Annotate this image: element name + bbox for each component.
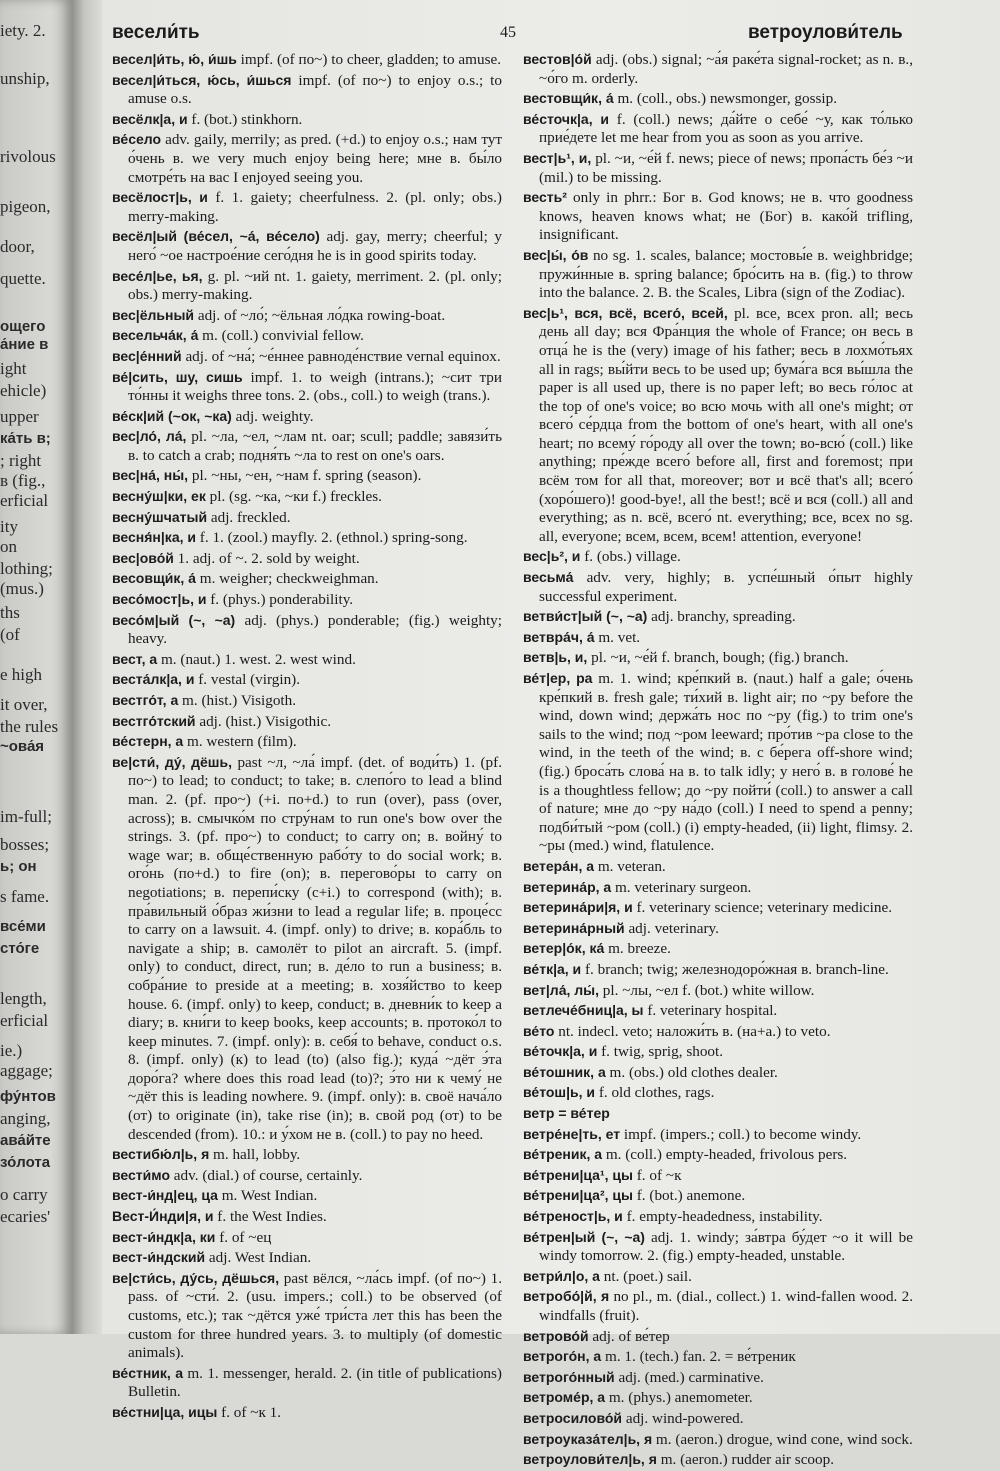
dictionary-entry [523,1083,913,1103]
margin-text-fragment: on [0,537,17,556]
entry-headword: вес|ёльный [112,306,195,323]
dictionary-entry [112,1145,502,1165]
entry-definition: m. (hist.) Visigoth. [178,692,297,709]
margin-text-fragment: зо́лота [0,1154,51,1171]
dictionary-entry [523,960,913,980]
entry-definition: f. of ~к [632,1166,682,1184]
entry-definition: adj. (med.) carminative. [614,1368,764,1386]
margin-text-fragment: (of [0,625,20,644]
entry-headword: ве́стник, а [112,1364,184,1381]
dictionary-entry [523,919,913,939]
dictionary-entry [112,528,502,548]
dictionary-entry [523,50,913,88]
entry-headword: вестов|о́й [523,51,592,67]
margin-text-fragment: iety. 2. [0,21,46,40]
entry-definition: f. of ~ец [215,1228,272,1246]
entry-headword: ветроулови́тел|ь, я [523,1451,657,1468]
dictionary-entry [112,347,502,367]
dictionary-entry [523,1207,913,1227]
entry-headword: ветроуказа́тел|ь, я [523,1430,653,1447]
entry-definition: f. twig, sprig, shoot. [597,1043,724,1061]
margin-text-fragment: quette. [0,269,46,288]
entry-headword: весе́л|ье, ья, [112,267,203,284]
entry-definition: m. hall, lobby. [209,1146,301,1164]
entry-headword: вести́мо [112,1166,170,1183]
dictionary-entry [112,1166,502,1186]
entry-definition: adj. branchy, spreading. [647,608,796,626]
margin-text-fragment: o carry [0,1185,48,1204]
entry-definition: m. (phys.) anemometer. [605,1389,753,1407]
entry-definition: adj. freckled. [207,508,291,526]
entry-headword: ветре́не|ть, ет [523,1125,621,1142]
margin-text-fragment: door, [0,237,35,256]
entry-definition: m. (coll.) convivial fellow. [198,327,364,345]
dictionary-entry [112,1269,502,1363]
margin-text-fragment: it over, [0,695,48,714]
dictionary-entry [523,1145,913,1165]
dictionary-entry [112,569,502,589]
entry-definition: f. veterinary science; veterinary medicine. [632,899,893,917]
entry-headword: вест, а [112,650,158,667]
entry-definition: past вёлся, ~ла́сь impf. (of по~) 1. pass. of ~сти́. 2. (usu. impers.; coll.) to be observed (of customs, etc.); так ~дётся уже́ три́ста лет this has been the custom for three hundred years. 3. to multiply (of domestic animals). [128,1269,502,1362]
dictionary-entry [523,1125,913,1145]
entry-headword: ве́трени|ца¹, цы [523,1166,633,1183]
margin-text-fragment: the rules [0,717,59,736]
entry-headword: весну́ш|ки, ек [112,488,206,505]
entry-definition: m. veteran. [594,857,666,875]
entry-headword: вес|на́, ны́, [112,467,189,484]
dictionary-entry [523,1063,913,1083]
dictionary-entry [523,246,913,303]
dictionary-entry [112,368,502,406]
left-column [112,50,502,1424]
entry-headword: вест-и́ндк|а, ки [112,1228,216,1245]
margin-text-fragment: ie.) [0,1041,23,1060]
margin-text-fragment: ава́йте [0,1132,51,1149]
margin-text-fragment: unship, [0,69,50,88]
entry-headword: весёлост|ь, и [112,189,208,206]
dictionary-entry [523,1368,913,1388]
margin-text-fragment: length, [0,989,47,1008]
entry-headword: весо́м|ый (~, ~а) [112,611,236,628]
dictionary-entry [523,1450,913,1470]
dictionary-entry [523,304,913,547]
margin-text-fragment: im-full; [0,807,52,826]
entry-headword: ве|сти́, ду́, дёшь, [112,753,232,770]
dictionary-entry [523,607,913,627]
dictionary-entry [523,1430,913,1450]
entry-headword: вест-и́нд|ец, ца [112,1187,218,1204]
margin-text-fragment: ощего [0,318,46,335]
dictionary-entry [523,878,913,898]
entry-headword: ве́стни|ца, ицы [112,1403,218,1420]
margin-text-fragment: сто́ге [0,940,40,957]
entry-definition: no pl., m. (dial., collect.) 1. wind-fallen wood. 2. windfalls (fruit). [539,1288,914,1324]
entry-definition: m. 1. (tech.) fan. 2. = ве́треник [601,1348,796,1366]
dictionary-entry [112,50,502,70]
entry-definition: impf. (of по~) to enjoy o.s.; to amuse o.s. [128,71,502,108]
entry-definition: 1. adj. of ~. 2. sold by weight. [173,549,360,567]
margin-text-fragment: ight [0,359,27,378]
entry-headword: ветробо́|й, я [523,1288,610,1305]
page-number: 45 [500,24,516,41]
entry-definition: no sg. 1. scales, balance; мостовы́е в. weighbridge; пружи́нные в. spring balance; бро́сить на в. (fig.) to throw into the balance. 2. В. the Scales, Libra (sign of the Zodiac). [539,246,913,302]
dictionary-entry [523,1327,913,1347]
entry-definition: adj. wind-powered. [622,1409,744,1427]
margin-text-fragment: ~ова́я [0,738,45,755]
dictionary-entry [523,981,913,1001]
entry-definition: m. (aeron.) rudder air scoop. [656,1451,835,1469]
dictionary-entry [523,857,913,877]
dictionary-entry [112,487,502,507]
entry-definition: pl. ~ны, ~ен, ~нам f. spring (season). [188,467,422,485]
entry-headword: вес|е́нний [112,347,182,364]
right-column [523,50,913,1471]
dictionary-entry [523,1409,913,1429]
entry-definition: only in phrr.: Бог в. God knows; не в. что goodness knows, heaven knows what; не (Бог) в. како́й trifling, insignificant. [539,189,913,244]
entry-definition: m. (aeron.) drogue, wind cone, wind sock. [652,1430,913,1448]
entry-headword: ветлече́бниц|а, ы [523,1002,644,1019]
dictionary-entry [112,110,502,130]
entry-headword: вест-и́ндский [112,1249,206,1266]
entry-definition: impf. (of по~) to cheer, gladden; to amuse. [236,51,502,68]
entry-headword: ве́тошник, а [523,1063,606,1080]
entry-definition: m. (obs.) old clothes dealer. [605,1063,778,1081]
dictionary-entry [523,149,913,187]
dictionary-entry [112,227,502,265]
entry-definition: pl. (sg. ~ка, ~ки f.) freckles. [205,488,382,506]
entry-headword: ве́стерн, а [112,733,184,750]
margin-text-fragment: е high [0,665,43,684]
entry-definition: adj. (obs.) signal; ~а́я раке́та signal-rocket; as n. в., ~о́го m. orderly. [539,51,913,87]
entry-headword: ве́тк|а, и [523,960,582,977]
entry-definition: adj. weighty. [231,407,314,425]
entry-definition: m. western (film). [183,733,297,751]
entry-definition: m. (coll.) empty-headed, frivolous pers. [602,1146,848,1164]
entry-headword: ветв|ь, и, [523,649,588,666]
header-guide-word-left: весели́ть [112,22,200,43]
entry-headword: весёлк|а, и [112,110,188,127]
entry-headword: ветрого́н, а [523,1348,602,1365]
entry-headword: ветросилово́й [523,1409,623,1426]
entry-definition: m. vet. [594,628,641,646]
dictionary-entry [523,939,913,959]
margin-text-fragment: фу́нтов [0,1088,56,1105]
entry-headword: ве́трен|ый (~, ~а) [523,1228,645,1245]
dictionary-entry [523,628,913,648]
entry-headword: ве́сточк|а, и [523,110,610,127]
entry-headword: вестго́тский [112,712,196,729]
entry-definition: f. 1. (zool.) mayfly. 2. (ethnol.) spring-song. [196,529,468,547]
entry-headword: весьма́ [523,569,574,586]
entry-definition: f. (bot.) stinkhorn. [187,110,303,128]
entry-definition: adv. very, highly; в. успе́шный о́пыт highly successful experiment. [539,569,913,605]
book-spine [72,0,102,1334]
dictionary-entry [523,1228,913,1266]
dictionary-entry [523,1388,913,1408]
margin-text-fragment: в (fig., [0,471,46,490]
entry-definition: f. (coll.) news; да́йте о себе́ ~у, как то́лько прие́дете let me hear from you as soon as you arrive. [539,110,913,147]
entry-headword: ветерина́рный [523,919,625,936]
dictionary-entry [112,753,502,1144]
entry-definition: adj. of ~на́; ~е́ннее равноде́нствие vernal equinox. [181,347,501,365]
entry-definition: impf. 1. to weigh (intrans.); ~сит три то́нны it weighs three tons. 2. (obs., coll.) to weigh (trans.). [128,368,502,405]
entry-definition: pl. ~лы, ~ел f. (bot.) white willow. [599,981,815,999]
margin-text-fragment: upper [0,407,39,426]
entry-headword: ве́тош|ь, и [523,1084,596,1101]
entry-definition: pl. ~и, ~е́й f. branch, bough; (fig.) branch. [587,649,849,667]
entry-definition: m. veterinary surgeon. [611,878,752,896]
entry-headword: вестго́т, а [112,692,179,708]
dictionary-entry [112,712,502,732]
entry-definition: adj. 1. windy; за́втра бу́дет ~о it will be windy tomorrow. 2. (fig.) empty-headed, unstable. [539,1228,913,1265]
margin-text-fragment: ; right [0,451,42,470]
entry-definition: f. veterinary hospital. [643,1002,778,1020]
entry-headword: ве́т|ер, ра [523,670,593,686]
entry-headword: ветви́ст|ый (~, ~а) [523,608,648,625]
entry-headword: весел|и́ться, ю́сь, и́шься [112,71,292,88]
margin-text-fragment: а́ние в [0,336,49,353]
entry-definition: adv. (dial.) of course, certainly. [170,1166,363,1184]
entry-headword: вес|ово́й [112,549,174,566]
margin-text-fragment: anging, [0,1109,51,1128]
entry-headword: ветерина́ри|я, и [523,899,633,916]
dictionary-entry [112,1364,502,1402]
entry-headword: ве́треник, а [523,1146,603,1163]
dictionary-entry [112,466,502,486]
entry-headword: ве́треност|ь, и [523,1208,623,1225]
margin-text-fragment: aggage; [0,1061,53,1080]
entry-headword: вес|ь², и [523,548,581,565]
entry-definition: m. (naut.) 1. west. 2. west wind. [157,650,356,668]
entry-definition: g. pl. ~ий nt. 1. gaiety, merriment. 2. (pl. only; obs.) merry-making. [128,267,502,304]
margin-text-fragment: pigeon, [0,197,51,216]
entry-definition: pl. все, всех pron. all; весь день all day; вся Фра́нция the whole of France; он весь в отца́ he is the (very) image of his father; весь в лохмо́тьях all in rags; вы́йти весь to be used up; бума́га вся вы́шла the paper is all used up, there is no paper left; во весь го́лос at the top of one's voice; во всю мочь with all one's might; от всего́ се́рдца from the bottom of one's heart, with all one's heart; по всему́ го́роду all over the town; во-всю́ (coll.) like anything; пре́жде всего́ before all, first and foremost; при всём том for all that, moreover; вот и всё that's all; всего́ (хоро́шего)! good-bye!, all the best!; всё и вся (coll.) all and everything; as n. всё, всего́ nt. everything; все, всех no sg. all, everyone; всем, всем, всем! attention, everyone! [539,304,913,545]
previous-page-edge [0,0,72,1334]
dictionary-entry [523,1001,913,1021]
dictionary-entry [523,898,913,918]
dictionary-entry [112,650,502,670]
margin-text-fragment: ка́ть в; [0,430,51,447]
entry-definition: adj. veterinary. [624,919,719,937]
entry-headword: ве|сти́сь, ду́сь, дёшься, [112,1269,280,1286]
entry-headword: Вест-И́нди|я, и [112,1208,214,1225]
entry-definition: m. (coll., obs.) newsmonger, gossip. [613,90,838,108]
dictionary-entry [112,71,502,109]
dictionary-entry [523,547,913,567]
dictionary-entry [523,89,913,109]
entry-headword: вестибю́л|ь, я [112,1146,210,1163]
entry-definition: f. (obs.) village. [580,548,681,566]
entry-definition: adv. gaily, merrily; as pred. (+d.) to enjoy o.s.; нам тут о́чень в. we very much enjoy being here; мне в. бы́ло смотре́ть на вас I enjoyed seeing you. [128,131,502,186]
entry-headword: весел|и́ть, ю́, и́шь [112,51,237,67]
entry-definition: nt. indecl. veto; наложи́ть в. (на+а.) to veto. [554,1022,831,1040]
entry-headword: вес|ло́, ла́, [112,428,187,445]
entry-headword: вестовщи́к, а́ [523,90,614,107]
header-guide-word-right: ветроулови́тель [748,22,903,43]
entry-definition: f. (phys.) ponderability. [206,591,354,609]
entry-headword: вест|ь¹, и, [523,149,592,166]
dictionary-entry [523,1186,913,1206]
dictionary-entry [523,1166,913,1186]
dictionary-entry [112,407,502,427]
entry-headword: весёл|ый (ве́сел, ~а́, ве́село) [112,228,320,245]
dictionary-entry [112,427,502,465]
dictionary-entry [112,691,502,711]
entry-definition: f. the West Indies. [213,1208,327,1226]
dictionary-entry [112,326,502,346]
entry-headword: ветвра́ч, а́ [523,628,595,645]
entry-definition: pl. ~и, ~е́й f. news; piece of news; пропа́сть бе́з ~и (mil.) to be missing. [539,149,913,186]
margin-text-fragment: ths [0,603,20,622]
margin-text-fragment: lothing; [0,559,53,578]
entry-definition: m. breeze. [604,940,671,958]
entry-definition: f. 1. gaiety; cheerfulness. 2. (pl. only; obs.) merry-making. [128,189,502,225]
dictionary-entry [112,267,502,305]
entry-definition: past ~л, ~ла́ impf. (det. of води́ть) 1. (pf. по~) to lead; to conduct; to take; в. слепо́го to lead a blind man. 2. (pf. про~) (+i. по+d.) to run (over), pass (over, across); в. смычко́м по стру́нам to run one's bow over the strings. 3. (pf. про~) to conduct; to carry on; в. войну́ to wage war; в. обще́ственную рабо́ту to do social work; в. ого́нь (по+d.) to fire (on); в. перегово́ры to carry on negotiations; в. перепи́ску (с+i.) to correspond (with); в. пра́вильный о́браз жи́зни to lead a regular life; в. проце́сс to carry on a lawsuit. 4. (impf. only) to drive; в. кора́бль to navigate a ship; в. самолёт to pilot an aircraft. 5. (impf. only) to conduct, direct, run; в. де́ло to run a business; в. собра́ние to preside at a meeting; в. хозя́йство to keep house. 6. (impf. only) to keep, conduct; в. дневни́к to keep a diary; в. кни́ги to keep books, keep accounts; в. протоко́л to keep minutes. 7. (impf. only): в. себя́ to behave, conduct o.s. 8. (impf. only) (к) to lead (to) (also fig.); куда́ ~дёт э́та доро́га? where does this road lead (to)?; э́то ни к чему́ не ~дёт this is leading nowhere. 9. (impf. only): в. своё нача́ло (от) to originate (in), take rise (in); в. свой род (от) to be descended (from). 10.: и у́хом не в. (coll.) to pay no heed. [128,753,502,1143]
entry-headword: ве́ск|ий (~ок, ~ка) [112,407,232,424]
dictionary-entry [523,648,913,668]
dictionary-entry [112,611,502,649]
entry-definition: impf. (impers.; coll.) to become windy. [620,1125,862,1143]
entry-definition: adj. of ~ло́; ~ёльная ло́дка rowing-boat. [194,306,446,324]
entry-headword: ве́то [523,1022,555,1039]
entry-headword: ве́село [112,131,162,148]
margin-text-fragment: ь; он [0,858,37,875]
dictionary-entry [112,670,502,690]
entry-definition: adj. (phys.) ponderable; (fig.) weighty; heavy. [128,611,502,648]
margin-text-fragment: ity [0,517,18,536]
dictionary-entry [523,110,913,148]
entry-headword: вет|ла́, лы́, [523,981,599,998]
dictionary-entry [112,549,502,569]
entry-headword: ветри́л|о, а [523,1267,600,1284]
entry-headword: весовщи́к, а́ [112,570,196,587]
entry-headword: ве́трени|ца², цы [523,1187,633,1204]
dictionary-entry [523,568,913,606]
entry-headword: ветрово́й [523,1327,589,1344]
entry-headword: весельча́к, а́ [112,327,199,344]
entry-definition: nt. (poet.) sail. [599,1267,692,1285]
entry-headword: ве́точк|а, и [523,1043,598,1060]
dictionary-entry [112,188,502,226]
dictionary-entry [523,1022,913,1042]
entry-definition: adj. gay, merry; cheerful; у него́ ~ое настрое́ние сего́дня he is in good spirits today. [128,228,502,264]
dictionary-entry [112,732,502,752]
dictionary-entry [112,1248,502,1268]
entry-headword: ветрого́нный [523,1368,615,1385]
entry-headword: весть² [523,189,567,206]
entry-headword: ветр = ве́тер [523,1105,610,1122]
margin-text-fragment: bosses; [0,835,50,854]
dictionary-entry [523,669,913,856]
dictionary-entry [112,1228,502,1248]
entry-definition: m. 1. messenger, herald. 2. (in title of publications) Bulletin. [128,1364,502,1401]
margin-text-fragment: (mus.) [0,579,44,598]
entry-definition: f. (bot.) anemone. [632,1187,746,1205]
dictionary-entry [112,306,502,326]
entry-definition: f. vestal (virgin). [194,671,301,689]
entry-definition: m. weigher; checkweighman. [195,570,379,588]
entry-headword: ветер|о́к, ка́ [523,940,605,957]
entry-headword: ве́|сить, шу, сишь [112,368,243,385]
entry-definition: adj. (hist.) Visigothic. [195,712,332,730]
entry-headword: весо́мост|ь, и [112,591,207,608]
entry-definition: f. branch; twig; железнодоро́жная в. branch-line. [581,960,889,978]
entry-headword: весну́шчатый [112,508,208,525]
entry-headword: ветерина́р, а [523,878,612,895]
entry-headword: вес|ы́, о́в [523,246,589,263]
entry-definition: m. 1. wind; кре́пкий в. (naut.) half a gale; о́чень кре́пкий в. fresh gale; ти́хий в. light air; по ~ру before the wind, down wind; держа́ть нос по ~ру (fig.) to trim one's sails to the wind; под ~ром leeward; про́тив ~ра close to the wind, in the teeth of the wind; в. с бе́рега off-shore wind; (fig.) броса́ть слова́ на в. to talk idly; у него́ в. в голове́ he is a thoughtless fellow; до ~ру пойти́ (coll.) to answer a call of nature; мне до ~ру на́до (coll.) I need to spend a penny; подби́тый ~ром (coll.) (i) empty-headed, (ii) light, flimsy. 2. ~ры (med.) wind, flatulence. [539,670,913,855]
entry-headword: ветроме́р, а [523,1389,606,1406]
entry-definition: adj. West Indian. [205,1249,312,1267]
margin-text-fragment: erficial [0,1011,49,1030]
dictionary-entry [523,1287,913,1325]
margin-text-fragment: s fame. [0,887,50,906]
entry-definition: f. old clothes, rags. [595,1084,715,1102]
dictionary-entry [523,1267,913,1287]
margin-text-fragment: все́ми [0,918,46,935]
dictionary-entry [112,130,502,187]
entry-definition: f. of ~к 1. [217,1403,282,1421]
margin-text-fragment: erficial [0,491,49,510]
dictionary-entry [523,1347,913,1367]
entry-definition: adj. of ве́тер [588,1327,670,1345]
margin-text-fragment: ehicle) [0,381,47,400]
dictionary-entry [112,508,502,528]
entry-definition: f. empty-headedness, instability. [622,1208,823,1226]
dictionary-entry [112,1403,502,1423]
entry-headword: ветера́н, а [523,857,595,874]
dictionary-entry [523,1042,913,1062]
margin-text-fragment: rivolous [0,147,56,166]
entry-headword: весня́н|ка, и [112,529,196,546]
dictionary-entry [112,590,502,610]
margin-text-fragment: ecaries' [0,1207,51,1226]
dictionary-entry [112,1186,502,1206]
dictionary-entry [523,188,913,245]
dictionary-entry [523,1104,913,1124]
entry-definition: m. West Indian. [217,1187,318,1205]
dictionary-entry [112,1207,502,1227]
entry-definition: pl. ~ла, ~ел, ~лам nt. oar; scull; paddle; завязи́ть в. to catch a crab; подня́ть ~ла to rest on one's oars. [128,428,502,464]
entry-headword: вес|ь¹, вся, всё, всего́, всей, [523,304,728,321]
entry-headword: веста́лк|а, и [112,671,195,688]
